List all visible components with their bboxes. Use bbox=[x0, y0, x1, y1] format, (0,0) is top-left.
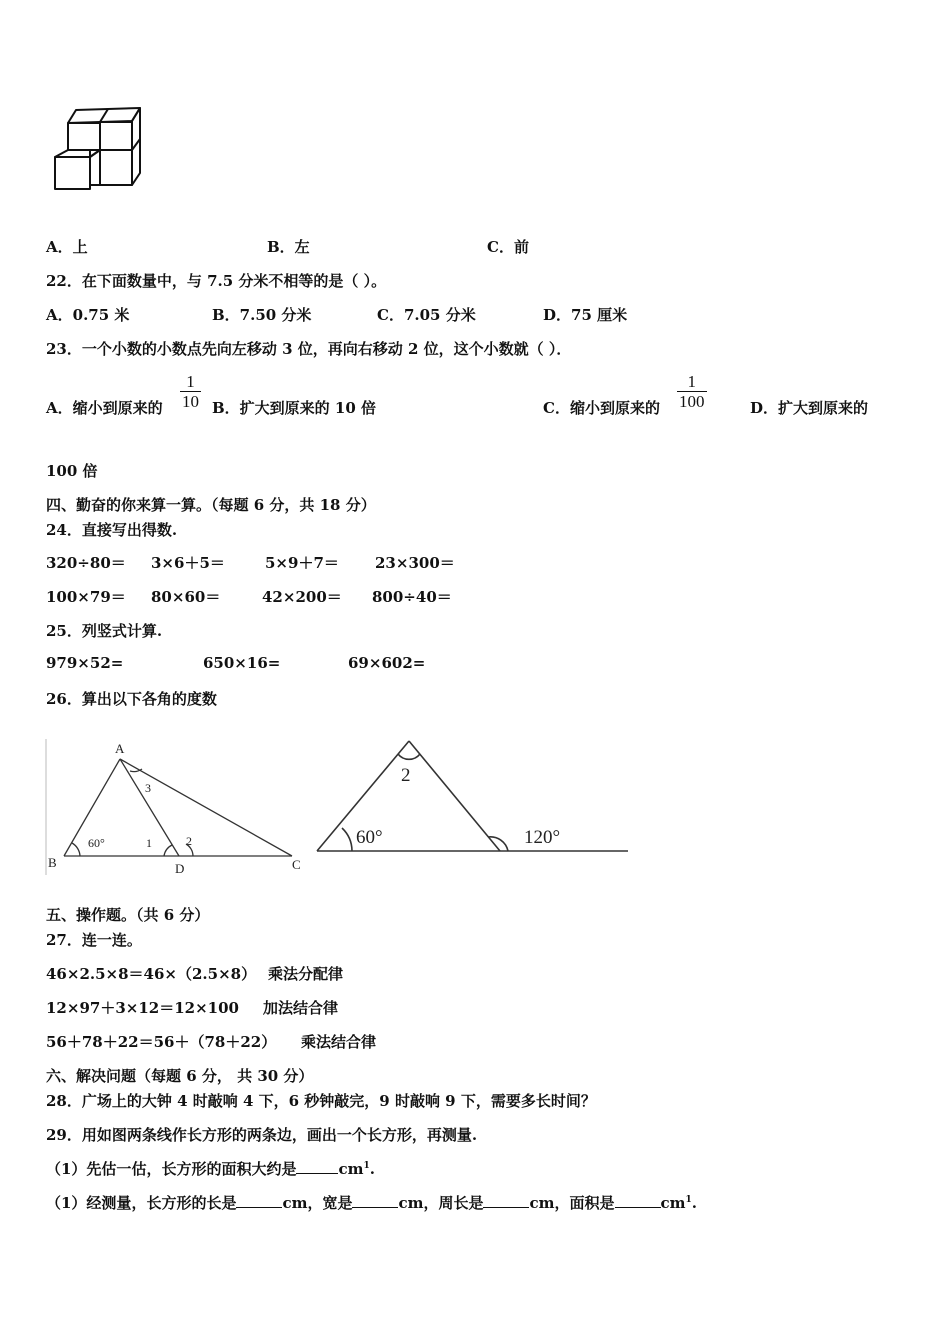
q27-expression: 56＋78＋22＝56＋（78＋22） bbox=[46, 1033, 277, 1051]
angle-60-label: 60° bbox=[356, 827, 383, 848]
cube-stack-figure bbox=[50, 103, 150, 195]
q23-option-d-continued: 100 倍 bbox=[46, 462, 98, 480]
q23-option-a[interactable]: A．缩小到原来的 bbox=[46, 399, 163, 417]
q29-sub2: （1）经测量，长方形的长是 cm，宽是 cm，周长是 cm，面积是 $cm^1$. bbox=[46, 1194, 698, 1212]
q22-option-c[interactable]: C．7.05 分米 bbox=[377, 306, 476, 324]
q24-item: 3×6＋5＝ bbox=[151, 554, 225, 572]
q22-option-a[interactable]: A．0.75 米 bbox=[46, 306, 130, 324]
answer-blank-perimeter[interactable] bbox=[483, 1207, 529, 1208]
unit-cm: cm bbox=[660, 1194, 686, 1212]
fraction-numerator: 1 bbox=[687, 372, 696, 391]
vertex-label-c: C bbox=[292, 857, 301, 872]
q24-item: 80×60＝ bbox=[151, 588, 221, 606]
q23-stem: 23．一个小数的小数点先向左移动 3 位，再向右移动 2 位，这个小数就（ ）． bbox=[46, 340, 572, 358]
fraction-denominator: 10 bbox=[182, 392, 199, 411]
q24-item: 5×9＋7＝ bbox=[265, 554, 339, 572]
triangle-figure-1 bbox=[44, 735, 304, 880]
fraction-denominator: 100 bbox=[679, 392, 705, 411]
q21-option-a[interactable]: A．上 bbox=[46, 238, 88, 256]
vertex-label-d: D bbox=[175, 861, 185, 876]
q22-option-b[interactable]: B．7.50 分米 bbox=[212, 306, 312, 324]
q25-stem: 25．列竖式计算. bbox=[46, 622, 163, 640]
answer-blank-area[interactable] bbox=[615, 1207, 661, 1208]
q23-option-d[interactable]: D．扩大到原来的 bbox=[750, 399, 869, 417]
angle-2-label: 2 bbox=[186, 834, 192, 848]
unit-superscript: 1 bbox=[685, 1195, 692, 1205]
answer-blank-length[interactable] bbox=[236, 1207, 282, 1208]
q29-sub2-area-label: cm，面积是 bbox=[529, 1194, 615, 1212]
q24-item: 320÷80＝ bbox=[46, 554, 126, 572]
angle-b-label: 60° bbox=[88, 836, 105, 850]
q25-item: 979×52= bbox=[46, 654, 124, 672]
q25-item: 69×602= bbox=[348, 654, 426, 672]
angle-120-label: 120° bbox=[524, 827, 561, 848]
angle-1-label: 1 bbox=[146, 836, 152, 850]
triangle-figure-2 bbox=[312, 733, 632, 863]
q24-item: 42×200＝ bbox=[262, 588, 342, 606]
q22-stem: 22．在下面数量中，与 7.5 分米不相等的是（ ）。 bbox=[46, 272, 387, 290]
q27-law[interactable]: 乘法分配律 bbox=[268, 965, 344, 983]
q27-law[interactable]: 乘法结合律 bbox=[301, 1033, 377, 1051]
vertex-label-a: A bbox=[115, 741, 125, 756]
q29-sub1: （1）先估一估，长方形的面积大约是 $cm^1$. bbox=[46, 1160, 375, 1178]
q29-stem: 29．用如图两条线作长方形的两条边，画出一个长方形，再测量. bbox=[46, 1126, 478, 1144]
q23-option-b[interactable]: B．扩大到原来的 10 倍 bbox=[212, 399, 376, 417]
q27-expression: 12×97＋3×12＝12×100 bbox=[46, 999, 239, 1017]
q26-stem: 26．算出以下各角的度数 bbox=[46, 690, 217, 708]
answer-blank[interactable] bbox=[296, 1173, 338, 1174]
unit-cm: cm bbox=[338, 1160, 364, 1178]
section6-title: 六、解决问题（每题 6 分， 共 30 分） bbox=[46, 1067, 314, 1085]
q24-item: 23×300＝ bbox=[375, 554, 455, 572]
q29-sub2-perimeter-label: cm，周长是 bbox=[398, 1194, 484, 1212]
angle-3-label: 3 bbox=[145, 781, 151, 795]
q27-expression: 46×2.5×8＝46×（2.5×8） bbox=[46, 965, 257, 983]
q29-sub2-width-label: cm，宽是 bbox=[282, 1194, 353, 1212]
q21-option-b[interactable]: B．左 bbox=[267, 238, 310, 256]
q23-option-c[interactable]: C．缩小到原来的 bbox=[543, 399, 660, 417]
q29-sub2-text: （1）经测量，长方形的长是 bbox=[46, 1194, 237, 1212]
q28-stem: 28．广场上的大钟 4 时敲响 4 下，6 秒钟敲完，9 时敲响 9 下，需要多长时间？ bbox=[46, 1092, 596, 1110]
q25-item: 650×16= bbox=[203, 654, 281, 672]
fraction-numerator: 1 bbox=[186, 372, 195, 391]
section5-title: 五、操作题。（共 6 分） bbox=[46, 906, 210, 924]
q23-fraction-a bbox=[180, 373, 201, 410]
q27-stem: 27．连一连。 bbox=[46, 931, 142, 949]
q23-fraction-c bbox=[677, 373, 707, 410]
answer-blank-width[interactable] bbox=[352, 1207, 398, 1208]
q22-option-d[interactable]: D．75 厘米 bbox=[543, 306, 628, 324]
q27-law[interactable]: 加法结合律 bbox=[263, 999, 339, 1017]
angle-2-label: 2 bbox=[401, 765, 411, 786]
q29-sub1-text: （1）先估一估，长方形的面积大约是 bbox=[46, 1160, 297, 1178]
vertex-label-b: B bbox=[48, 855, 57, 870]
unit-superscript: 1 bbox=[363, 1161, 370, 1171]
q24-item: 800÷40＝ bbox=[372, 588, 452, 606]
q24-stem: 24．直接写出得数. bbox=[46, 521, 178, 539]
section4-title: 四、勤奋的你来算一算。（每题 6 分，共 18 分） bbox=[46, 496, 376, 514]
q24-item: 100×79＝ bbox=[46, 588, 126, 606]
q21-option-c[interactable]: C．前 bbox=[487, 238, 529, 256]
